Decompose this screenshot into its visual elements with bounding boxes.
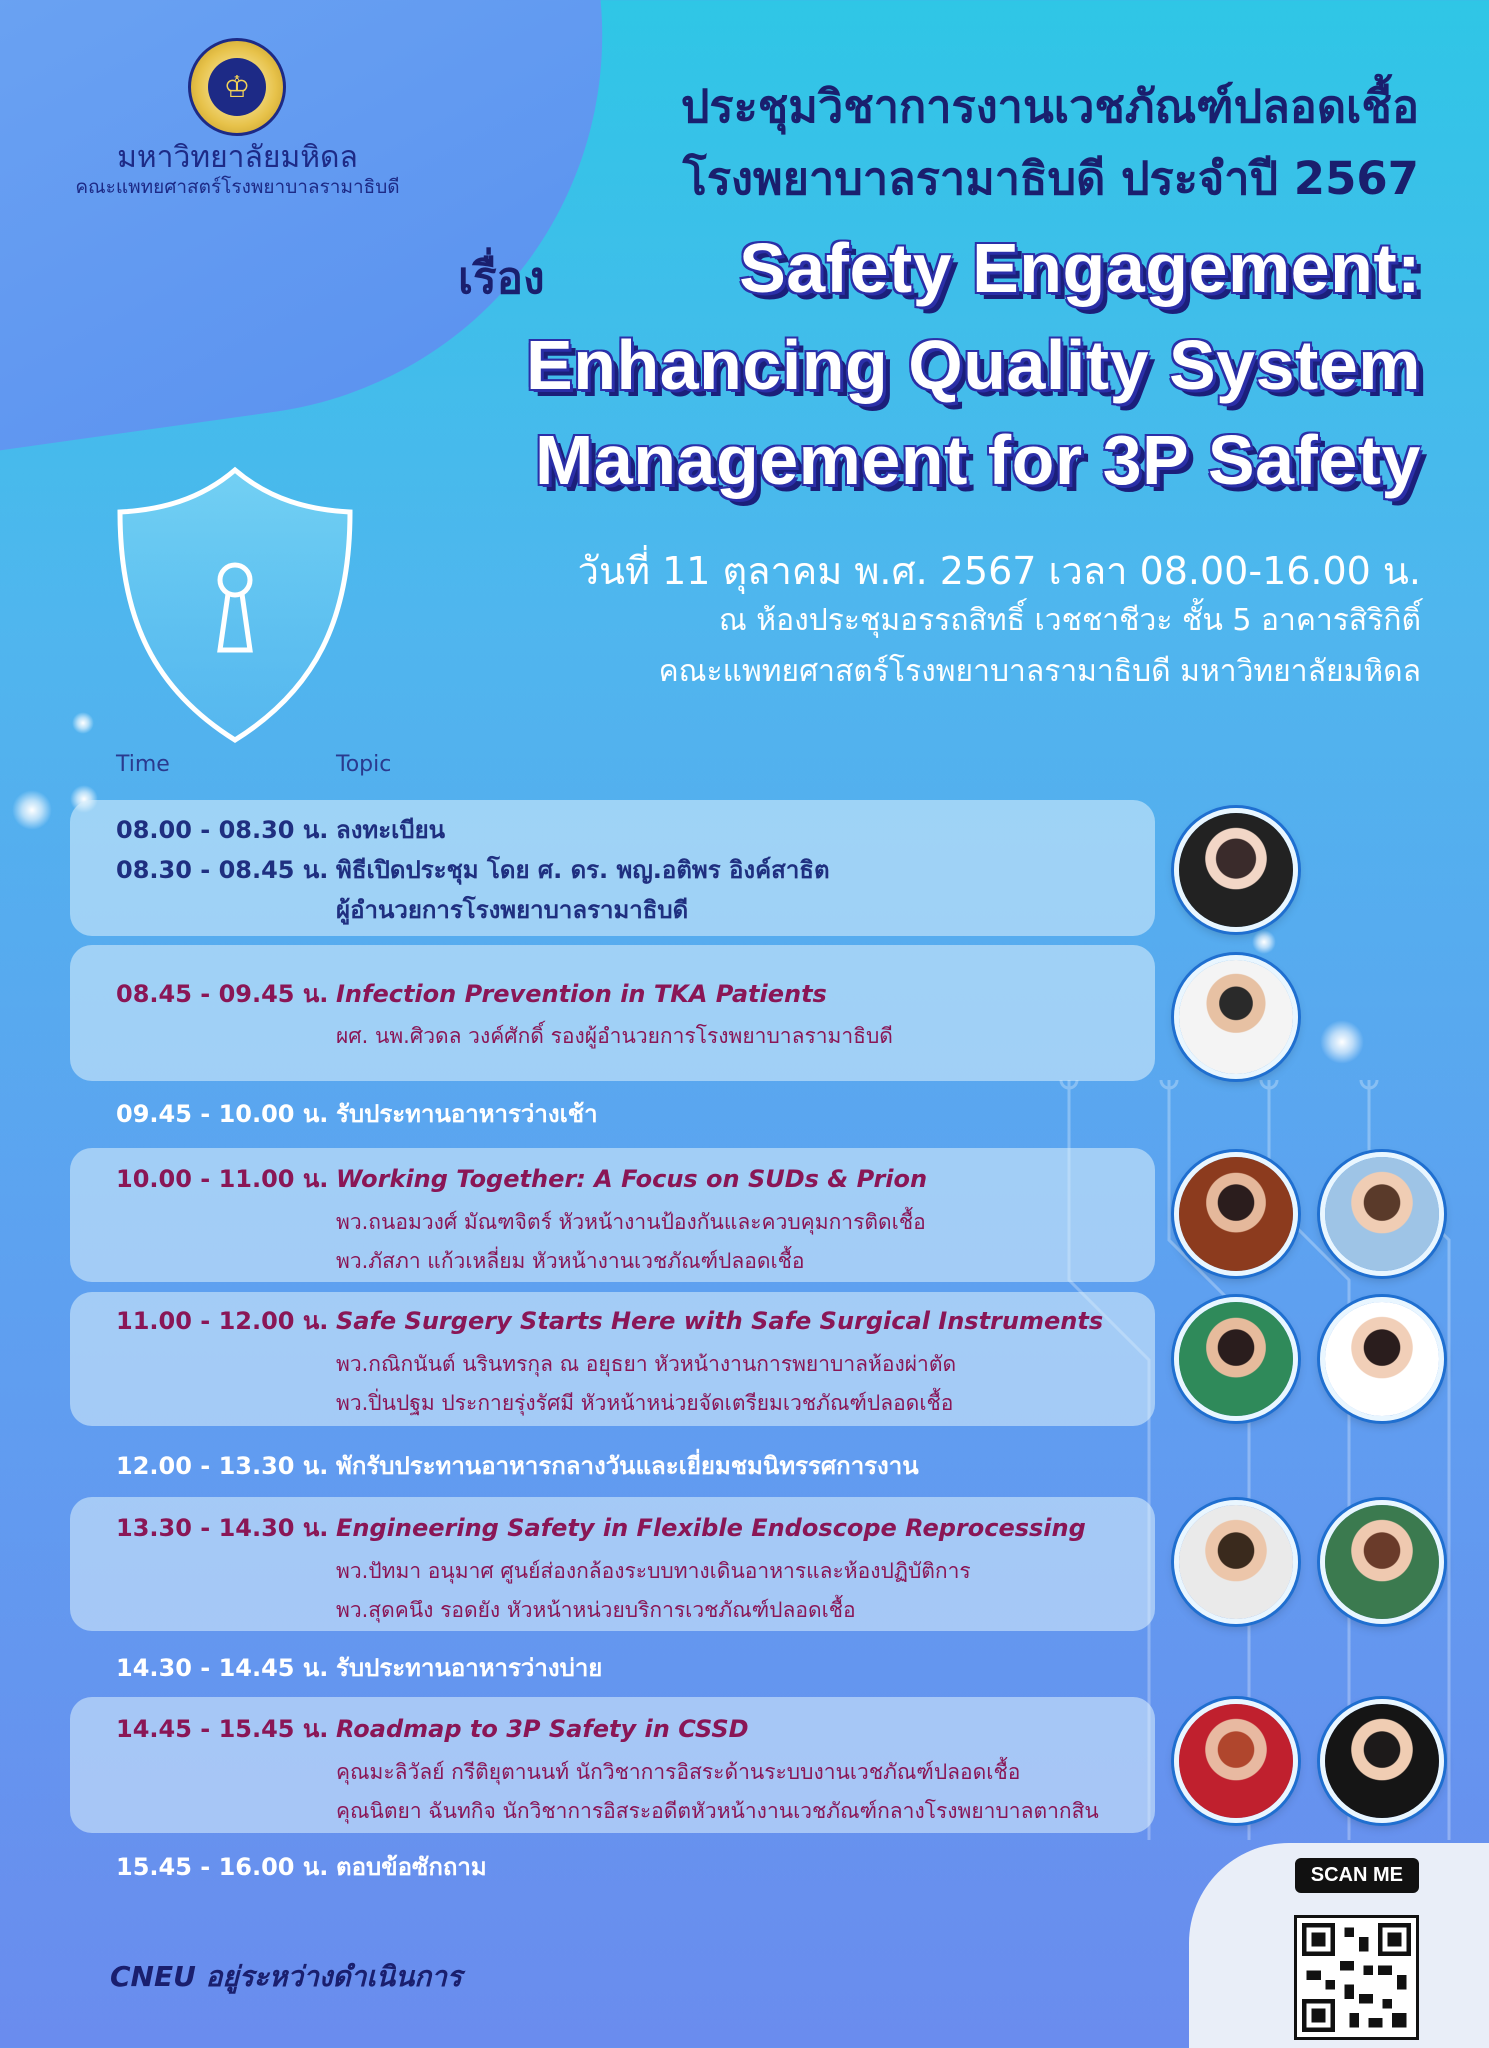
schedule-row [116, 1712, 749, 1746]
session-topic: รับประทานอาหารว่างเช้า [336, 1100, 598, 1128]
speaker-photo [1174, 1500, 1298, 1624]
session-topic: รับประทานอาหารว่างบ่าย [336, 1654, 603, 1682]
session-subtitle: ผู้อำนวยการโรงพยาบาลรามาธิบดี [336, 896, 689, 924]
topic-column-header: Topic [336, 752, 392, 777]
conference-title-line1: ประชุมวิชาการงานเวชภัณฑ์ปลอดเชื้อ [680, 80, 1419, 133]
session-topic: Roadmap to 3P Safety in CSSD [336, 1715, 749, 1743]
schedule-row [116, 1097, 598, 1131]
session-time: 08.45 - 09.45 น. [116, 980, 329, 1008]
speaker-line: พว.ปิ่นปฐม ประกายรุ่งรัศมี หัวหน้าหน่วยจัดเตรียมเวชภัณฑ์ปลอดเชื้อ [336, 1391, 954, 1415]
session-topic: ลงทะเบียน [336, 816, 446, 844]
speaker-line: คุณมะลิวัลย์ กรีติยุตานนท์ นักวิชาการอิสระด้านระบบงานเวชภัณฑ์ปลอดเชื้อ [336, 1760, 1021, 1784]
schedule-row [116, 1511, 1086, 1545]
session-topic: Engineering Safety in Flexible Endoscope Reprocessing [336, 1514, 1086, 1542]
speaker-photo [1320, 1500, 1444, 1624]
seal-emblem-icon: ♔ [208, 58, 266, 116]
speaker-line: ผศ. นพ.ศิวดล วงค์ศักดิ์ รองผู้อำนวยการโรงพยาบาลรามาธิบดี [336, 1024, 893, 1048]
session-topic: พักรับประทานอาหารกลางวันและเยี่ยมชมนิทรรศการงาน [336, 1452, 919, 1480]
speaker-line: พว.สุดคนึง รอดยัง หัวหน้าหน่วยบริการเวชภัณฑ์ปลอดเชื้อ [336, 1598, 856, 1622]
light-dot [1320, 1020, 1364, 1064]
theme-title-line1: Safety Engagement: [739, 229, 1421, 307]
session-topic: Safe Surgery Starts Here with Safe Surgical Instruments [336, 1307, 1104, 1335]
session-time: 12.00 - 13.30 น. [116, 1452, 329, 1480]
schedule-card [70, 945, 1155, 1081]
session-topic: Infection Prevention in TKA Patients [336, 980, 827, 1008]
university-name: มหาวิทยาลัยมหิดล [117, 140, 358, 175]
schedule-row [116, 853, 830, 887]
session-time: 09.45 - 10.00 น. [116, 1100, 329, 1128]
light-dot [12, 790, 52, 830]
shield-keyhole-icon [110, 460, 360, 750]
session-topic: ตอบข้อซักถาม [336, 1853, 487, 1881]
speaker-photo [1174, 808, 1298, 932]
faculty-name: คณะแพทยศาสตร์โรงพยาบาลรามาธิบดี [75, 176, 400, 198]
session-time: 11.00 - 12.00 น. [116, 1307, 329, 1335]
session-time: 08.30 - 08.45 น. [116, 856, 329, 884]
subject-label: เรื่อง [458, 253, 545, 304]
speaker-line: พว.ถนอมวงศ์ มัณฑจิตร์ หัวหน้างานป้องกันและควบคุมการติดเชื้อ [336, 1210, 926, 1234]
light-dot [1252, 930, 1276, 954]
schedule-row [116, 813, 445, 847]
schedule-row [116, 1850, 487, 1884]
session-time: 14.30 - 14.45 น. [116, 1654, 329, 1682]
session-time: 08.00 - 08.30 น. [116, 816, 329, 844]
schedule-row [336, 893, 688, 927]
session-time: 15.45 - 16.00 น. [116, 1853, 329, 1881]
speaker-photo [1320, 1152, 1444, 1276]
event-venue-line2: คณะแพทยศาสตร์โรงพยาบาลรามาธิบดี มหาวิทยาลัยมหิดล [658, 654, 1421, 689]
speaker-line: พว.ภัสภา แก้วเหลี่ยม หัวหน้างานเวชภัณฑ์ปลอดเชื้อ [336, 1249, 805, 1273]
session-topic: Working Together: A Focus on SUDs & Prion [336, 1165, 928, 1193]
session-time: 10.00 - 11.00 น. [116, 1165, 329, 1193]
speaker-photo [1174, 955, 1298, 1079]
event-date: วันที่ 11 ตุลาคม พ.ศ. 2567 เวลา 08.00-16.00 น. [577, 549, 1421, 593]
speaker-line: คุณนิตยา ฉันทกิจ นักวิชาการอิสระอดีตหัวหน้างานเวชภัณฑ์กลางโรงพยาบาลตากสิน [336, 1799, 1099, 1823]
qr-code-icon[interactable] [1294, 1915, 1419, 2040]
speaker-photo [1320, 1699, 1444, 1823]
speaker-photo [1174, 1297, 1298, 1421]
schedule-row [116, 1651, 602, 1685]
schedule-row [116, 1304, 1103, 1338]
theme-title-line3: Management for 3P Safety [535, 421, 1421, 499]
time-column-header: Time [116, 752, 170, 777]
cneu-note: CNEU อยู่ระหว่างดำเนินการ [110, 1960, 462, 1993]
speaker-photo [1174, 1699, 1298, 1823]
conference-title-line2: โรงพยาบาลรามาธิบดี ประจำปี 2567 [682, 152, 1419, 205]
speaker-line: พว.กณิกนันต์ นรินทรกุล ณ อยุธยา หัวหน้างานการพยาบาลห้องผ่าตัด [336, 1352, 957, 1376]
speaker-photo [1174, 1152, 1298, 1276]
schedule-row [116, 977, 827, 1011]
schedule-row [116, 1449, 919, 1483]
university-seal-logo [188, 38, 286, 136]
schedule-row [116, 1162, 927, 1196]
speaker-line: พว.ปัทมา อนุมาศ ศูนย์ส่องกล้องระบบทางเดินอาหารและห้องปฏิบัติการ [336, 1559, 971, 1583]
light-dot [72, 712, 94, 734]
session-time: 13.30 - 14.30 น. [116, 1514, 329, 1542]
session-time: 14.45 - 15.45 น. [116, 1715, 329, 1743]
scan-me-label: SCAN ME [1295, 1858, 1419, 1893]
event-venue-line1: ณ ห้องประชุมอรรถสิทธิ์ เวชชาชีวะ ชั้น 5 อาคารสิริกิติ์ [718, 603, 1421, 638]
speaker-photo [1320, 1297, 1444, 1421]
theme-title-line2: Enhancing Quality System [526, 326, 1421, 404]
session-topic: พิธีเปิดประชุม โดย ศ. ดร. พญ.อติพร อิงค์สาธิต [336, 856, 830, 884]
